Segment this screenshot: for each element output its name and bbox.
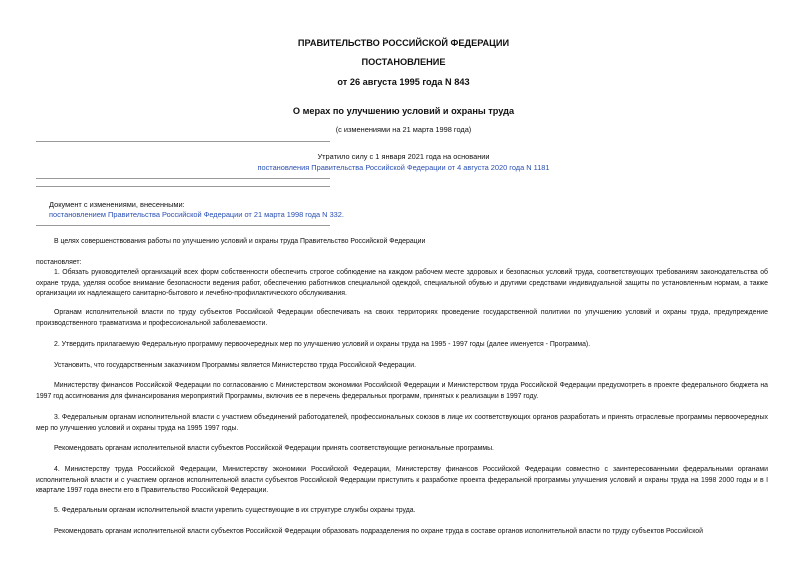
clause-1: 1. Обязать руководителей организаций всех форм собственности обеспечить строгое соблюдение на каждом рабочем месте здоровых и безопасных условий труда, соответствующих требованиям законодательства об охране труда, уделяя особое внимание безопасности ведения работ, обеспечению работников специальной одеждой, специальной обувью и другими средствами индивидуальной защиты по установленным нормам, а также организации их надлежащего санитарно-бытового и лечебно-профилактического обслуживания. xyxy=(36,269,768,298)
divider xyxy=(36,178,330,179)
clause-3-paragraph-2: Рекомендовать органам исполнительной власти субъектов Российской Федерации принять соответствующие региональные программы. xyxy=(54,445,494,452)
divider xyxy=(36,186,330,187)
preamble: В целях совершенствования работы по улучшению условий и охраны труда Правительство Российской Федерации xyxy=(54,238,426,245)
clause-2-paragraph-2: Установить, что государственным заказчиком Программы является Министерство труда Российской Федерации. xyxy=(54,362,417,369)
document-date-number: от 26 августа 1995 года N 843 xyxy=(337,77,470,87)
lost-force-link[interactable]: постановления Правительства Российской Федерации от 4 августа 2020 года N 1181 xyxy=(257,163,550,172)
clause-5-paragraph-2: Рекомендовать органам исполнительной власти субъектов Российской Федерации образовать подразделения по охране труда в составе органов исполнительной власти по труду субъектов Российской xyxy=(54,528,703,535)
divider xyxy=(36,225,330,226)
document-type: ПОСТАНОВЛЕНИЕ xyxy=(361,57,446,67)
resolves-label: постановляет: xyxy=(36,259,82,266)
divider xyxy=(36,141,330,142)
government-heading: ПРАВИТЕЛЬСТВО РОССИЙСКОЙ ФЕДЕРАЦИИ xyxy=(297,38,510,48)
clause-1-paragraph-2: Органам исполнительной власти по труду субъектов Российской Федерации обеспечивать на своих территориях проведение государственной политики по улучшению условий и охраны труда, предупреждение производственного травматизма и профессиональной заболеваемости. xyxy=(36,309,768,327)
amended-note: (с изменениями на 21 марта 1998 года) xyxy=(335,125,472,134)
clause-2: 2. Утвердить прилагаемую Федеральную программу первоочередных мер по улучшению условий и охраны труда на 1995 - 1997 годы (далее именуется - Программа). xyxy=(54,341,591,348)
document-subject: О мерах по улучшению условий и охраны труда xyxy=(292,106,515,116)
clause-4: 4. Министерству труда Российской Федерации, Министерству экономики Российской Федерации, Министерству финансов Российской Федерации совместно с заинтересованными федеральными органами исполнительной власти и с участием органов исполнительной власти субъектов Российской Федерации приступить к разработке проекта федеральной программы улучшения условий и охраны труда на 1998 2000 годы и в I квартале 1997 года внести его в Правительство Российской Федерации. xyxy=(36,466,768,495)
lost-force-note: Утратило силу с 1 января 2021 года на основании xyxy=(317,152,490,161)
amendments-label: Документ с изменениями, внесенными: xyxy=(49,200,185,209)
clause-3: 3. Федеральным органам исполнительной власти с участием объединений работодателей, профессиональных союзов в лице их соответствующих органов разработать и принять отраслевые программы первоочередных мер по улучшению условий и охраны труда на 1995 1997 годы. xyxy=(36,414,768,432)
clause-5: 5. Федеральным органам исполнительной власти укрепить существующие в их структуре службы охраны труда. xyxy=(54,507,416,514)
clause-2-paragraph-3: Министерству финансов Российской Федерации по согласованию с Министерством экономики Российской Федерации и Министерством труда Российской Федерации предусмотреть в проекте федерального бюджета на 1997 год ассигнования для финансирования мероприятий Программы, включив ее в перечень федеральных программ, принятых к реализации в 1997 году. xyxy=(36,382,768,400)
amendments-link[interactable]: постановлением Правительства Российской Федерации от 21 марта 1998 года N 332. xyxy=(49,210,344,219)
